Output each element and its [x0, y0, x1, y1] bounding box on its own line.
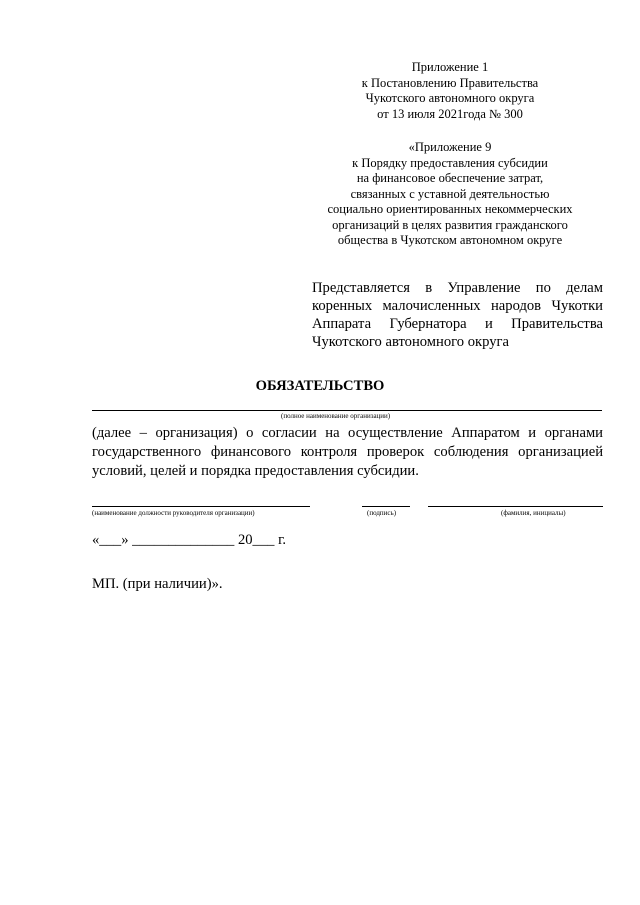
appendix-9-line: на финансовое обеспечение затрат, [356, 171, 544, 185]
addressee-line: Аппарата Губернатора и Правительства [312, 316, 603, 332]
appendix-1-line: Приложение 1 [411, 60, 489, 74]
position-caption: (наименование должности руководителя организации) [92, 509, 255, 517]
addressee-block [312, 279, 603, 351]
stamp-note: МП. (при наличии)». [92, 576, 223, 592]
addressee-line: коренных малочисленных народов Чукотки [312, 298, 603, 314]
appendix-1-line: Чукотского автономного округа [365, 91, 535, 105]
date-line: «___» ______________ 20___ г. [92, 532, 287, 548]
signature-caption: (подпись) [367, 509, 397, 517]
addressee-line: Чукотского автономного округа [312, 334, 509, 350]
document-title: ОБЯЗАТЕЛЬСТВО [255, 378, 385, 394]
appendix-1-line: к Постановлению Правительства [361, 75, 539, 90]
position-line [92, 506, 310, 507]
addressee-line: Представляется в Управление по делам [312, 280, 603, 296]
appendix-9-line: к Порядку предоставления субсидии [352, 155, 548, 170]
obligation-text [92, 424, 603, 481]
appendix-1-header [300, 60, 600, 122]
appendix-9-header [300, 140, 600, 249]
appendix-9-line: «Приложение 9 [408, 140, 492, 154]
organization-name-caption: (полное наименование организации) [281, 412, 391, 420]
obligation-text-line: государственного финансового контроля проверок соблюдения организацией [92, 444, 603, 460]
appendix-9-line: связанных с уставной деятельностью [350, 186, 550, 201]
obligation-text-line: (далее – организация) о согласии на осуществление Аппаратом и органами [92, 425, 603, 441]
appendix-9-line: общества в Чукотском автономном округе [337, 233, 563, 247]
organization-name-line [92, 410, 602, 411]
appendix-9-line: организаций в целях развития гражданского [332, 217, 568, 232]
obligation-text-line: условий, целей и порядка предоставления субсидии. [92, 463, 419, 479]
full-name-caption: (фамилия, инициалы) [501, 509, 566, 517]
full-name-line [428, 506, 603, 507]
signature-line [362, 506, 410, 507]
appendix-1-line: от 13 июля 2021года № 300 [377, 106, 523, 121]
appendix-9-line: социально ориентированных некоммерческих [327, 202, 573, 216]
